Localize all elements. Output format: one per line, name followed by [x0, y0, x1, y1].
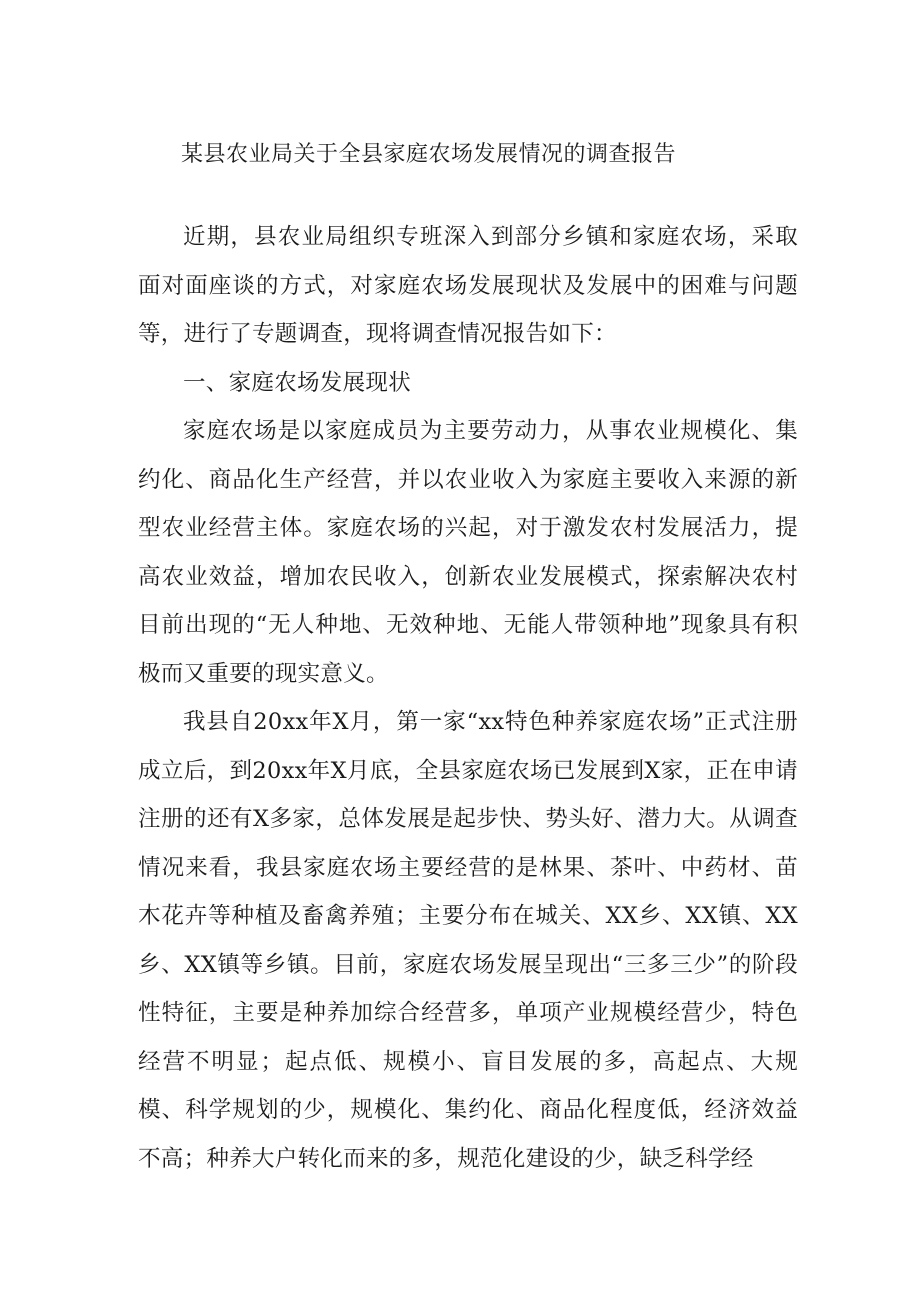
paragraph-status: 我县自20xx年X月，第一家“xx特色种养家庭农场”正式注册成立后，到20xx年X月底，全县家庭农场已发展到X家，正在申请注册的还有X多家，总体发展是起步快、势头好、潜力大。从调查情况来看，我县家庭农场主要经营的是林果、茶叶、中药材、苗木花卉等种植及畜禽养殖；主要分布在城关、XX乡、XX镇、XX乡、XX镇等乡镇。目前，家庭农场发展呈现出“三多三少”的阶段性特征，主要是种养加综合经营多，单项产业规模经营少，特色经营不明显；起点低、规模小、盲目发展的多，高起点、大规模、科学规划的少，规模化、集约化、商品化程度低，经济效益不高；种养大户转化而来的多，规范化建设的少，缺乏科学经 [138, 709, 798, 1172]
paragraph-definition: 家庭农场是以家庭成员为主要劳动力，从事农业规模化、集约化、商品化生产经营，并以农业收入为家庭主要收入来源的新型农业经营主体。家庭农场的兴起，对于激发农村发展活力，提高农业效益，增加农民收入，创新农业发展模式，探索解决农村目前出现的“无人种地、无效种地、无能人带领种地”现象具有积极而又重要的现实意义。 [138, 418, 798, 687]
document-page [138, 130, 798, 1183]
document-body [138, 213, 798, 1183]
document-title: 某县农业局关于全县家庭农场发展情况的调查报告 [181, 142, 677, 167]
section-heading-1: 一、家庭农场发展现状 [183, 369, 412, 396]
paragraph-intro: 近期，县农业局组织专班深入到部分乡镇和家庭农场，采取面对面座谈的方式，对家庭农场发展现状及发展中的困难与问题等，进行了专题调查，现将调查情况报告如下： [138, 224, 798, 347]
